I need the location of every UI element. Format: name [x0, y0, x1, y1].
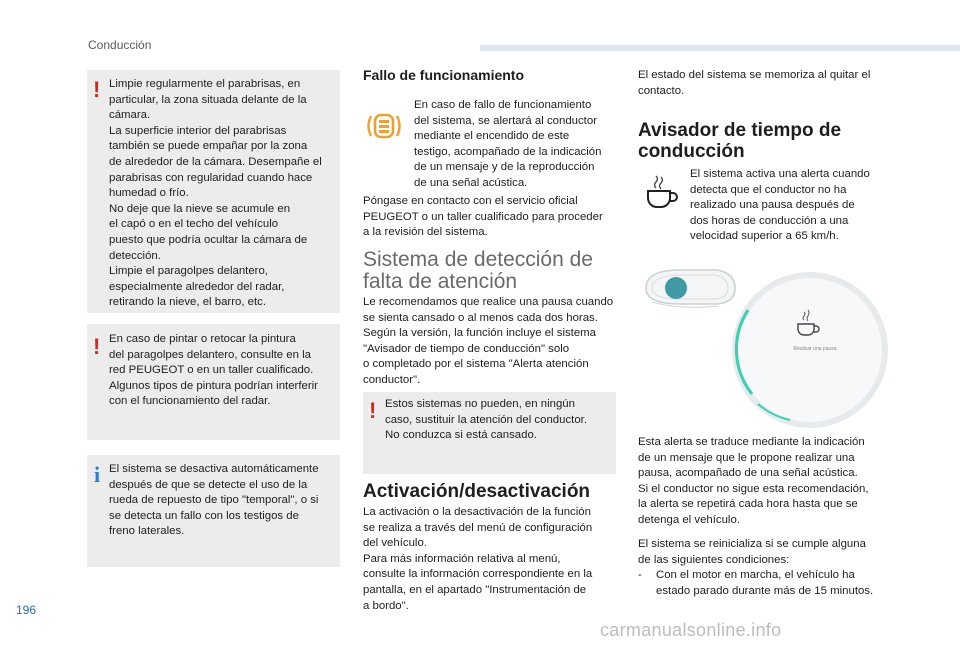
condition-item: - Con el motor en marcha, el vehículo ha estado parado durante más de 15 minutos. [638, 569, 874, 597]
fallo-heading: Fallo de funcionamiento [363, 67, 525, 83]
info-box-spare-wheel-text: El sistema se desactiva automáticamente después de que se detecte el uso de la rueda de repuesto de tipo "temporal", o si se detecta un fallo con los testigos de freno laterales. [109, 463, 319, 538]
warning-box-paint [87, 324, 340, 440]
section-title: Conducción [88, 38, 152, 52]
contact-text: Póngase en contacto con el servicio oficial PEUGEOT o un taller cualificado para proceder a la revisión del sistema. [363, 195, 603, 239]
reinicia-text: El sistema se reinicializa si se cumple alguna de las siguientes condiciones: - Con el motor en marcha, el vehículo ha estado parado durante más de 15 minutos. [638, 537, 898, 599]
display-message: Realizar una pausa [793, 346, 837, 352]
fallo-text: En caso de fallo de funcionamiento del sistema, se alertará al conductor mediante el encendido de este testigo, acompañado de la indicación de un mensaje y de la reproducción de una señal acústica. [414, 99, 602, 189]
avisador-text: El sistema activa una alerta cuando detecta que el conductor no ha realizado una pausa después de dos horas de conducción a una velocidad superior a 65 km/h. [690, 168, 870, 243]
warning-box-paint-text: En caso de pintar o retocar la pintura del paragolpes delantero, consulte en la red PEUGEOT o en un taller cualificado. Algunos tipos de pintura podrían interferir con el funcionamiento del radar. [109, 333, 318, 408]
header-bar [480, 45, 960, 51]
sistema-text: Le recomendamos que realice una pausa cuando se sienta cansado o al menos cada dos horas. Según la versión, la función incluye el sistema "Avisador de tiempo de conducción" solo o completado por el sistema "Alerta atención conductor". [363, 296, 614, 386]
alerta-text: Esta alerta se traduce mediante la indicación de un mensaje que le propone realizar una pausa, acompañado de una señal acústica. Si el conductor no sigue esta recomendación, la alerta se repetirá cada hora hasta que se detenga el vehículo. [638, 436, 869, 526]
info-icon: i [94, 462, 101, 487]
warning-box-attention-text: Estos sistemas no pueden, en ningún caso, sustituir la atención del conductor. No conduzca si está cansado. [385, 398, 587, 442]
coffee-cup-icon [642, 174, 680, 210]
activacion-heading: Activación/desactivación [363, 481, 591, 502]
exclamation-icon: ! [93, 334, 101, 359]
camera-fault-warning-icon [364, 111, 404, 141]
warning-box-attention [363, 392, 616, 474]
watermark: carmanualsonline.info [600, 620, 782, 640]
sistema-heading: Sistema de detección de falta de atención [363, 248, 593, 293]
warning-box-cleaning-text: Limpie regularmente el parabrisas, en particular, la zona situada delante de la cámara. La superficie interior del parabrisas también se puede empañar por la zona de alrededor de la cámara. Desempañe el parabrisas con regularidad cuando hace humedad o frío. No deje que la nieve se acumule en el capó o en el techo del vehículo puesto que podría ocultar la cámara de detección. Limpie el paragolpes delantero, especialmente alrededor del radar, retirando la nieve, el barro, etc. [109, 78, 322, 309]
info-box-spare-wheel [87, 455, 340, 567]
activacion-text: La activación o la desactivación de la función se realiza a través del menú de configuración del vehículo. Para más información relativa al menú, consulte la información correspondiente en la pantalla, en el apartado "Instrumentación de a bordo". [363, 506, 593, 612]
instrument-cluster-illustration [640, 262, 890, 430]
exclamation-icon: ! [93, 77, 101, 102]
middle-column [363, 67, 618, 83]
estado-text: El estado del sistema se memoriza al quitar el contacto. [638, 69, 871, 97]
warning-box-cleaning [87, 70, 340, 313]
avisador-heading: Avisador de tiempo de conducción [638, 120, 842, 162]
page-number: 196 [16, 603, 37, 617]
exclamation-icon: ! [369, 398, 377, 423]
